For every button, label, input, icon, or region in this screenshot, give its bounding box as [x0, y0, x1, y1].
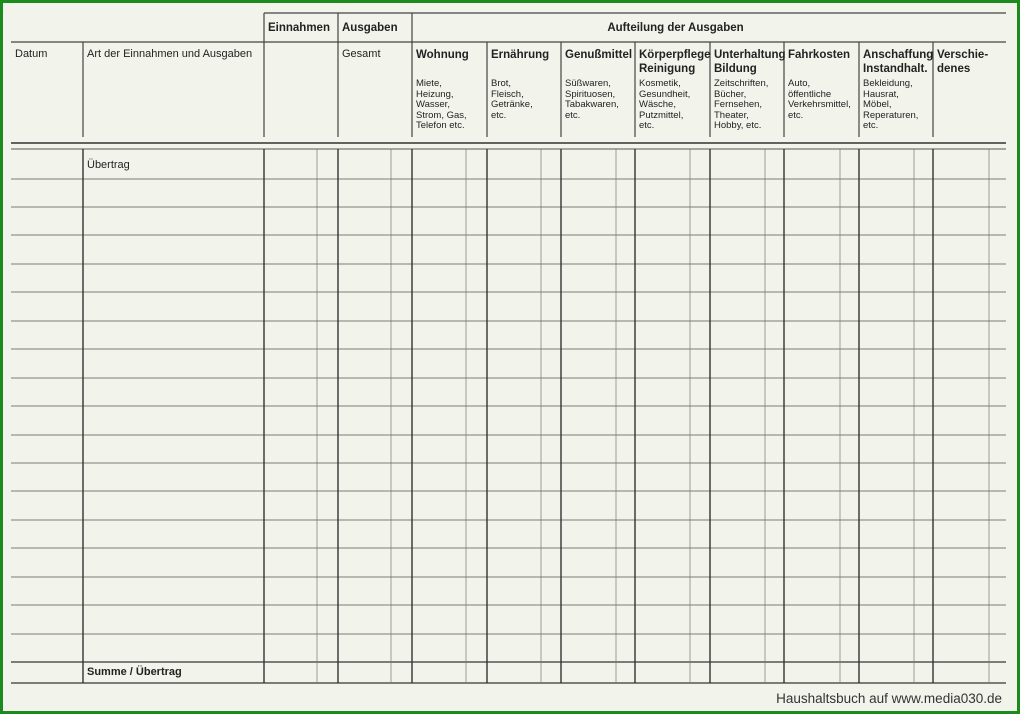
header-art: Art der Einnahmen und Ausgaben [87, 48, 253, 60]
category-title: Genußmittel [565, 49, 633, 61]
category-title: Verschie- denes [937, 49, 989, 75]
footer-credit: Haushaltsbuch auf www.media030.de [776, 691, 1002, 706]
category-description: Bekleidung, Hausrat, Möbel, Reperaturen, etc. [863, 78, 919, 131]
category-title: Unterhaltung Bildung [714, 49, 786, 75]
header-aufteilung: Aufteilung der Ausgaben [607, 22, 744, 34]
header-ausgaben: Ausgaben [342, 22, 398, 34]
category-description: Kosmetik, Gesundheit, Wäsche, Putzmittel, etc. [639, 78, 691, 131]
category-description: Zeitschriften, Bücher, Fernsehen, Theater, Hobby, etc. [714, 78, 769, 131]
row-summe-label: Summe / Übertrag [87, 666, 182, 678]
header-datum: Datum [15, 48, 48, 60]
haushaltsbuch-sheet [11, 8, 1006, 706]
category-description: Brot, Fleisch, Getränke, etc. [491, 78, 533, 121]
header-gesamt: Gesamt [342, 48, 381, 60]
category-title: Fahrkosten [788, 49, 850, 61]
category-title: Ernährung [491, 49, 550, 61]
category-description: Süßwaren, Spirituosen, Tabakwaren, etc. [565, 78, 619, 121]
category-title: Wohnung [416, 49, 469, 61]
row-uebertrag-label: Übertrag [87, 159, 130, 171]
category-title: Anschaffung Instandhalt. [863, 49, 934, 75]
category-description: Auto, öffentliche Verkehrsmittel, etc. [788, 78, 851, 121]
header-einnahmen: Einnahmen [268, 22, 330, 34]
category-description: Miete, Heizung, Wasser, Strom, Gas, Telefon etc. [416, 78, 467, 131]
category-title: Körperpflege Reinigung [639, 49, 711, 75]
